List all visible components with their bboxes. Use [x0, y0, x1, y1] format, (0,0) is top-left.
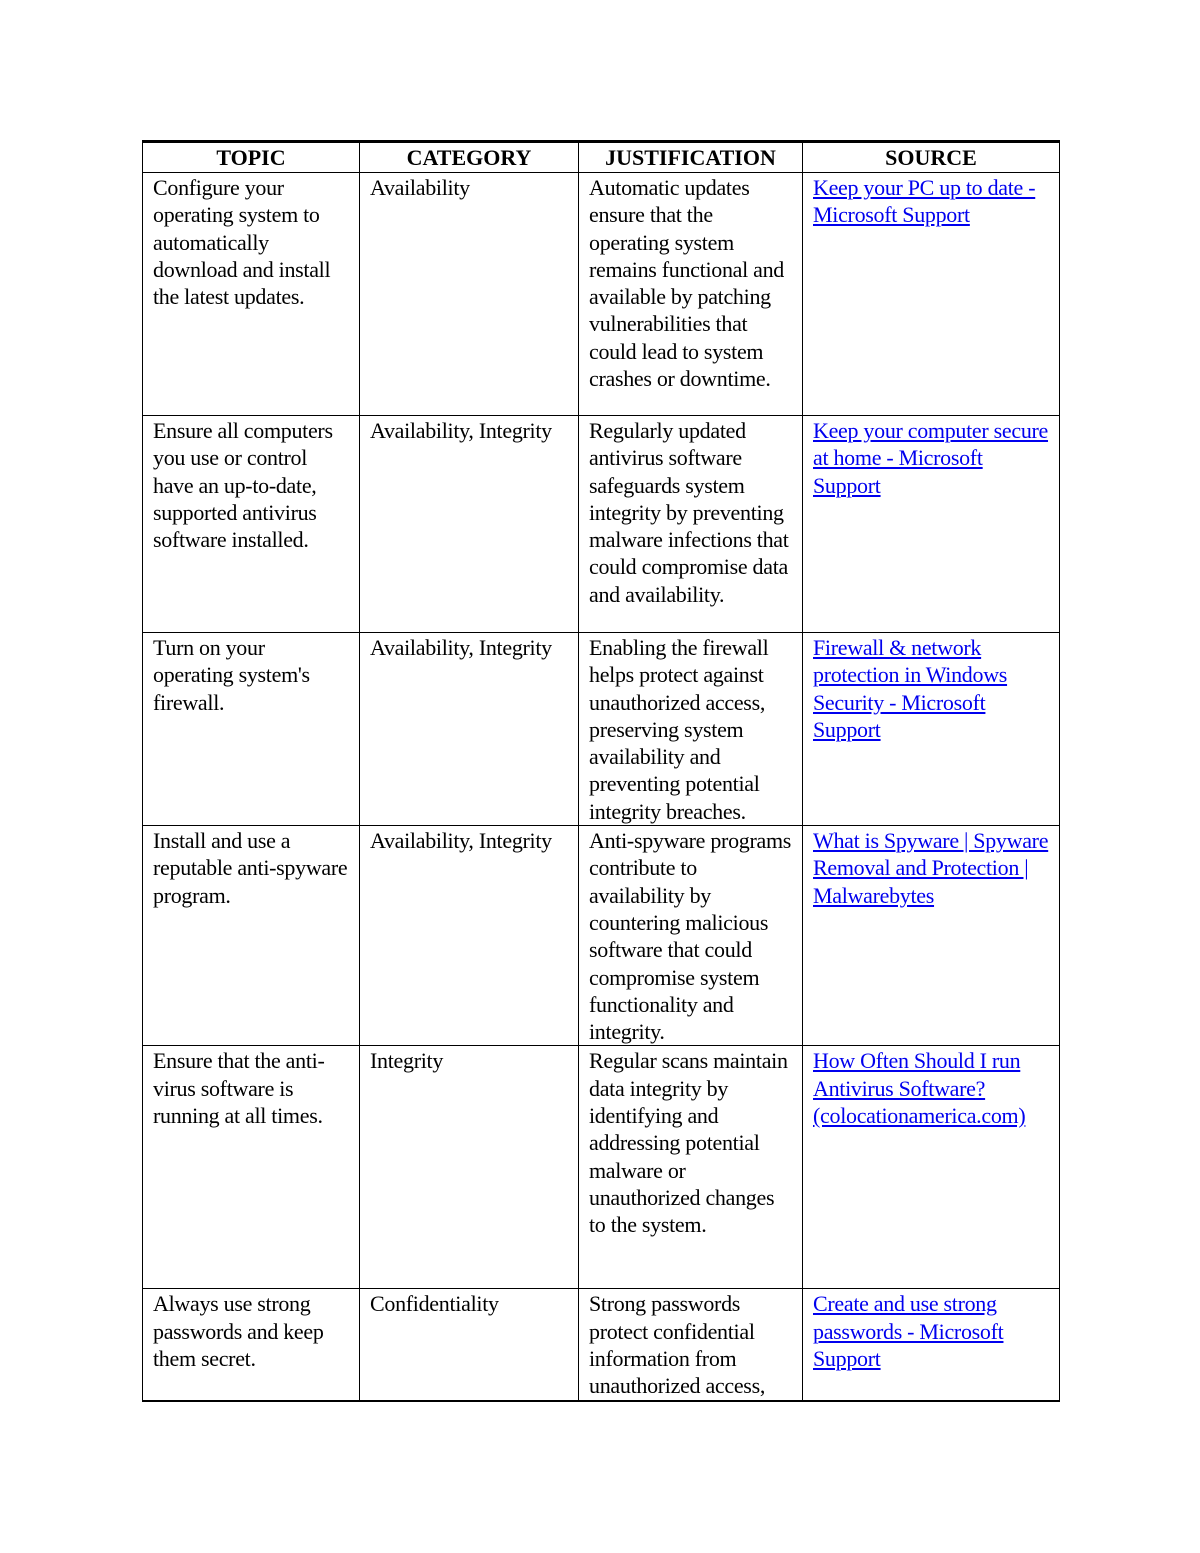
topic-text: Configure your operating system to automatically download and install the latest updates.: [153, 175, 331, 310]
justification-text: Regular scans maintain data integrity by identifying and addressing potential malware or unauthorized changes to the system.: [589, 1048, 788, 1238]
source-link[interactable]: What is Spyware | Spyware Removal and Protection | Malwarebytes: [813, 828, 1049, 908]
source-cell: [803, 1289, 1060, 1401]
source-cell: [803, 633, 1060, 826]
table-row: [143, 1289, 1060, 1401]
category-text: Availability, Integrity: [370, 635, 552, 660]
source-cell: [803, 416, 1060, 633]
source-link[interactable]: How Often Should I run Antivirus Software? (colocationamerica.com): [813, 1048, 1026, 1129]
header-topic: TOPIC: [143, 142, 360, 173]
table-row: [143, 826, 1060, 1046]
table-row: [143, 173, 1060, 416]
topic-cell: [143, 1289, 360, 1401]
table-header-row: [143, 142, 1060, 173]
topic-cell: [143, 173, 360, 416]
topic-cell: [143, 1046, 360, 1289]
header-source: SOURCE: [803, 142, 1060, 173]
category-cell: [360, 826, 579, 1046]
justification-cell: [579, 173, 803, 416]
justification-text: Regularly updated antivirus software safeguards system integrity by preventing malware infections that could compromise data and availability.: [589, 418, 789, 607]
justification-text: Automatic updates ensure that the operating system remains functional and available by patching vulnerabilities that could lead to system crashes or downtime.: [589, 175, 784, 392]
category-cell: [360, 633, 579, 826]
source-cell: [803, 826, 1060, 1046]
topic-text: Ensure all computers you use or control have an up-to-date, supported antivirus software installed.: [153, 418, 333, 553]
source-cell: [803, 173, 1060, 416]
justification-cell: [579, 1046, 803, 1289]
category-text: Integrity: [370, 1048, 444, 1074]
category-cell: [360, 1289, 579, 1401]
table-row: [143, 633, 1060, 826]
topic-text: Turn on your operating system's firewall.: [153, 635, 310, 715]
justification-cell: [579, 1289, 803, 1401]
topic-text: Ensure that the anti-virus software is running at all times.: [153, 1048, 325, 1129]
justification-text: Strong passwords protect confidential information from unauthorized access,: [589, 1291, 766, 1399]
topic-cell: [143, 633, 360, 826]
justification-cell: [579, 633, 803, 826]
justification-text: Enabling the firewall helps protect against unauthorized access, preserving system availability and preventing potential integrity breaches.: [589, 635, 769, 824]
header-justification: JUSTIFICATION: [579, 142, 803, 173]
justification-cell: [579, 416, 803, 633]
source-link[interactable]: Firewall & network protection in Windows Security - Microsoft Support: [813, 635, 1008, 742]
topic-cell: [143, 416, 360, 633]
category-text: Confidentiality: [370, 1291, 499, 1317]
source-link[interactable]: Keep your PC up to date - Microsoft Support: [813, 175, 1036, 228]
category-cell: [360, 416, 579, 633]
justification-cell: [579, 826, 803, 1046]
source-cell: [803, 1046, 1060, 1289]
source-link[interactable]: Keep your computer secure at home - Microsoft Support: [813, 418, 1049, 498]
category-text: Availability, Integrity: [370, 828, 552, 854]
topic-cell: [143, 826, 360, 1046]
table-row: [143, 416, 1060, 633]
justification-text: Anti-spyware programs contribute to availability by countering malicious software that could compromise system functionality and integrity.: [589, 828, 792, 1045]
security-practices-table: [142, 140, 1060, 1402]
header-category: CATEGORY: [360, 142, 579, 173]
source-link[interactable]: Create and use strong passwords - Microsoft Support: [813, 1291, 1004, 1372]
category-text: Availability, Integrity: [370, 418, 552, 443]
topic-text: Install and use a reputable anti-spyware program.: [153, 828, 348, 908]
table-row: [143, 1046, 1060, 1289]
category-text: Availability: [370, 175, 470, 200]
topic-text: Always use strong passwords and keep them secret.: [153, 1291, 324, 1372]
category-cell: [360, 1046, 579, 1289]
category-cell: [360, 173, 579, 416]
